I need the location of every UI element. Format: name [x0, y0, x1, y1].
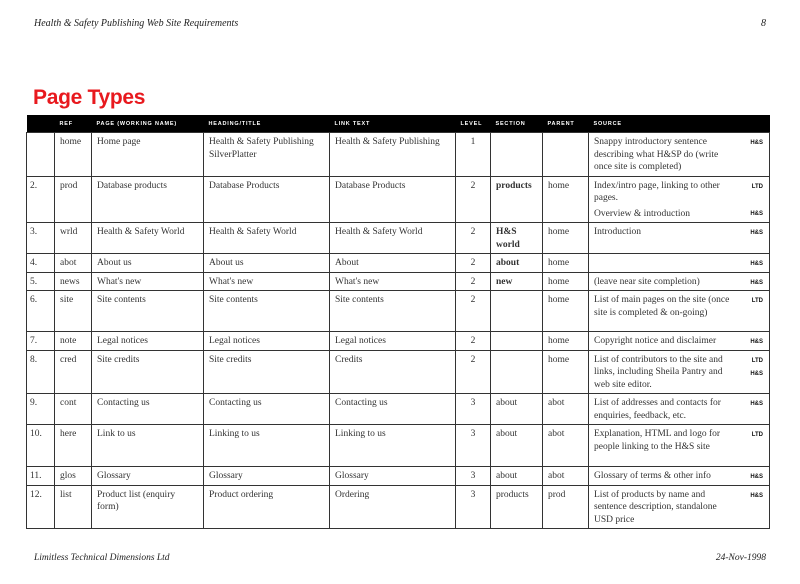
row-number: 9.	[27, 394, 55, 425]
source-tag: H&S	[750, 370, 763, 377]
section-cell: about	[491, 254, 543, 273]
source-text: Overview & introduction	[594, 208, 691, 219]
row-number: 3.	[27, 223, 55, 254]
column-header-page: PAGE (WORKING NAME)	[92, 115, 204, 133]
page-name-cell: Link to us	[92, 425, 204, 467]
column-header-section: SECTION	[491, 115, 543, 133]
source-cell	[589, 291, 770, 332]
heading-cell: Glossary	[204, 467, 330, 486]
source-cell	[589, 425, 770, 467]
page-number: 8	[761, 18, 766, 29]
heading-cell: Site contents	[204, 291, 330, 332]
heading-cell: Legal notices	[204, 332, 330, 351]
table-header-row	[27, 115, 770, 133]
table-row	[27, 133, 770, 177]
source-tag: LTD	[751, 357, 763, 364]
parent-cell	[543, 133, 589, 177]
page-name-cell: Site contents	[92, 291, 204, 332]
link-text-cell: Database Products	[330, 176, 456, 223]
source-cell	[589, 350, 770, 394]
source-text: Snappy introductory sentence describing what H&SP do (write once site is completed)	[594, 137, 719, 172]
section-cell	[491, 291, 543, 332]
ref-cell: cont	[55, 394, 92, 425]
source-cell	[589, 332, 770, 351]
section-cell: products	[491, 176, 543, 223]
parent-cell: home	[543, 254, 589, 273]
ref-cell: abot	[55, 254, 92, 273]
section-cell	[491, 332, 543, 351]
parent-cell: home	[543, 350, 589, 394]
source-tag: H&S	[750, 140, 763, 146]
ref-cell: prod	[55, 176, 92, 223]
ref-cell: wrld	[55, 223, 92, 254]
link-text-cell: Linking to us	[330, 425, 456, 467]
source-tag: LTD	[751, 183, 763, 190]
level-cell: 3	[456, 394, 491, 425]
document-title: Health & Safety Publishing Web Site Requirements	[34, 18, 239, 29]
parent-cell: home	[543, 332, 589, 351]
row-number: 4.	[27, 254, 55, 273]
heading-cell: About us	[204, 254, 330, 273]
source-tag: H&S	[750, 492, 763, 499]
row-number: 11.	[27, 467, 55, 486]
ref-cell: news	[55, 272, 92, 291]
heading-cell: Health & Safety World	[204, 223, 330, 254]
section-cell: about	[491, 425, 543, 467]
source-tag: H&S	[750, 279, 763, 286]
page-name-cell: Health & Safety World	[92, 223, 204, 254]
heading-cell: Linking to us	[204, 425, 330, 467]
table-row	[27, 223, 770, 254]
source-tag: H&S	[750, 401, 763, 407]
source-tag: H&S	[750, 261, 763, 267]
column-header-parent: PARENT	[543, 115, 589, 133]
column-header-level: LEVEL	[456, 115, 491, 133]
page-name-cell: About us	[92, 254, 204, 273]
page-name-cell: What's new	[92, 272, 204, 291]
ref-cell: note	[55, 332, 92, 351]
link-text-cell: About	[330, 254, 456, 273]
section-cell	[491, 350, 543, 394]
section-title: Page Types	[33, 86, 146, 109]
column-header-ref: REF	[55, 115, 92, 133]
section-cell: about	[491, 467, 543, 486]
ref-cell: cred	[55, 350, 92, 394]
source-text: Glossary of terms & other info	[594, 471, 711, 481]
level-cell: 3	[456, 425, 491, 467]
page-name-cell: Database products	[92, 176, 204, 223]
page-name-cell: Legal notices	[92, 332, 204, 351]
source-tag: H&S	[750, 210, 763, 217]
section-cell: about	[491, 394, 543, 425]
row-number	[27, 133, 55, 177]
source-text: Introduction	[594, 227, 641, 237]
table-row	[27, 485, 770, 529]
source-text: List of products by name and sentence description, standalone USD price	[594, 489, 717, 525]
ref-cell: list	[55, 485, 92, 529]
level-cell: 2	[456, 350, 491, 394]
table-row	[27, 176, 770, 223]
level-cell: 2	[456, 223, 491, 254]
level-cell: 2	[456, 291, 491, 332]
source-text: Explanation, HTML and logo for people linking to the H&S site	[594, 429, 721, 452]
source-cell	[589, 176, 770, 223]
level-cell: 2	[456, 272, 491, 291]
source-cell	[589, 133, 770, 177]
source-tag: H&S	[750, 474, 763, 480]
row-number: 2.	[27, 176, 55, 223]
table-row	[27, 272, 770, 291]
section-cell: new	[491, 272, 543, 291]
level-cell: 2	[456, 176, 491, 223]
column-header-source: SOURCE	[589, 115, 770, 133]
source-text: List of contributors to the site and links, including Sheila Pantry and web site editor.	[594, 354, 723, 390]
column-header-link-text: LINK TEXT	[330, 115, 456, 133]
parent-cell: prod	[543, 485, 589, 529]
page-name-cell: Site credits	[92, 350, 204, 394]
section-cell: products	[491, 485, 543, 529]
heading-cell: Product ordering	[204, 485, 330, 529]
row-number: 5.	[27, 272, 55, 291]
table-row	[27, 291, 770, 332]
table-row	[27, 332, 770, 351]
parent-cell: home	[543, 223, 589, 254]
page-name-cell: Glossary	[92, 467, 204, 486]
column-header-heading: HEADING/TITLE	[204, 115, 330, 133]
source-tag: H&S	[750, 339, 763, 345]
source-cell	[589, 485, 770, 529]
link-text-cell: Credits	[330, 350, 456, 394]
level-cell: 2	[456, 254, 491, 273]
level-cell: 3	[456, 467, 491, 486]
source-text: List of main pages on the site (once site is completed & on-going)	[594, 295, 730, 318]
parent-cell: home	[543, 291, 589, 332]
link-text-cell: Health & Safety Publishing	[330, 133, 456, 177]
link-text-cell: What's new	[330, 272, 456, 291]
row-number: 6.	[27, 291, 55, 332]
source-tag: LTD	[751, 298, 763, 304]
heading-cell: Health & Safety Publishing SilverPlatter	[204, 133, 330, 177]
source-tag: H&S	[750, 230, 763, 236]
document-date: 24-Nov-1998	[715, 553, 766, 563]
section-cell	[491, 133, 543, 177]
page-name-cell: Product list (enquiry form)	[92, 485, 204, 529]
level-cell: 2	[456, 332, 491, 351]
ref-cell: home	[55, 133, 92, 177]
source-cell	[589, 223, 770, 254]
link-text-cell: Legal notices	[330, 332, 456, 351]
heading-cell: Contacting us	[204, 394, 330, 425]
link-text-cell: Site contents	[330, 291, 456, 332]
ref-cell: site	[55, 291, 92, 332]
running-footer	[34, 553, 766, 563]
company-name: Limitless Technical Dimensions Ltd	[34, 553, 170, 563]
ref-cell: glos	[55, 467, 92, 486]
row-number: 10.	[27, 425, 55, 467]
link-text-cell: Ordering	[330, 485, 456, 529]
table-row	[27, 254, 770, 273]
heading-cell: What's new	[204, 272, 330, 291]
parent-cell: home	[543, 272, 589, 291]
page-name-cell: Contacting us	[92, 394, 204, 425]
row-number: 7.	[27, 332, 55, 351]
page-name-cell: Home page	[92, 133, 204, 177]
row-number: 12.	[27, 485, 55, 529]
source-text: Copyright notice and disclaimer	[594, 336, 717, 346]
level-cell: 1	[456, 133, 491, 177]
table-row	[27, 394, 770, 425]
table-row	[27, 350, 770, 394]
parent-cell: abot	[543, 467, 589, 486]
table-row	[27, 467, 770, 486]
heading-cell: Site credits	[204, 350, 330, 394]
running-header	[34, 18, 766, 29]
parent-cell: abot	[543, 394, 589, 425]
ref-cell: here	[55, 425, 92, 467]
parent-cell: home	[543, 176, 589, 223]
source-text: Index/intro page, linking to other pages.	[594, 180, 720, 203]
source-text: (leave near site completion)	[594, 276, 700, 287]
parent-cell: abot	[543, 425, 589, 467]
page-types-table	[26, 115, 770, 529]
link-text-cell: Glossary	[330, 467, 456, 486]
column-header-number	[27, 115, 55, 133]
section-cell: H&S world	[491, 223, 543, 254]
level-cell: 3	[456, 485, 491, 529]
row-number: 8.	[27, 350, 55, 394]
table-row	[27, 425, 770, 467]
source-text: List of addresses and contacts for enquiries, feedback, etc.	[594, 398, 721, 421]
source-cell	[589, 467, 770, 486]
heading-cell: Database Products	[204, 176, 330, 223]
source-cell	[589, 272, 770, 291]
link-text-cell: Contacting us	[330, 394, 456, 425]
source-cell	[589, 394, 770, 425]
link-text-cell: Health & Safety World	[330, 223, 456, 254]
source-cell	[589, 254, 770, 273]
source-tag: LTD	[751, 432, 763, 438]
